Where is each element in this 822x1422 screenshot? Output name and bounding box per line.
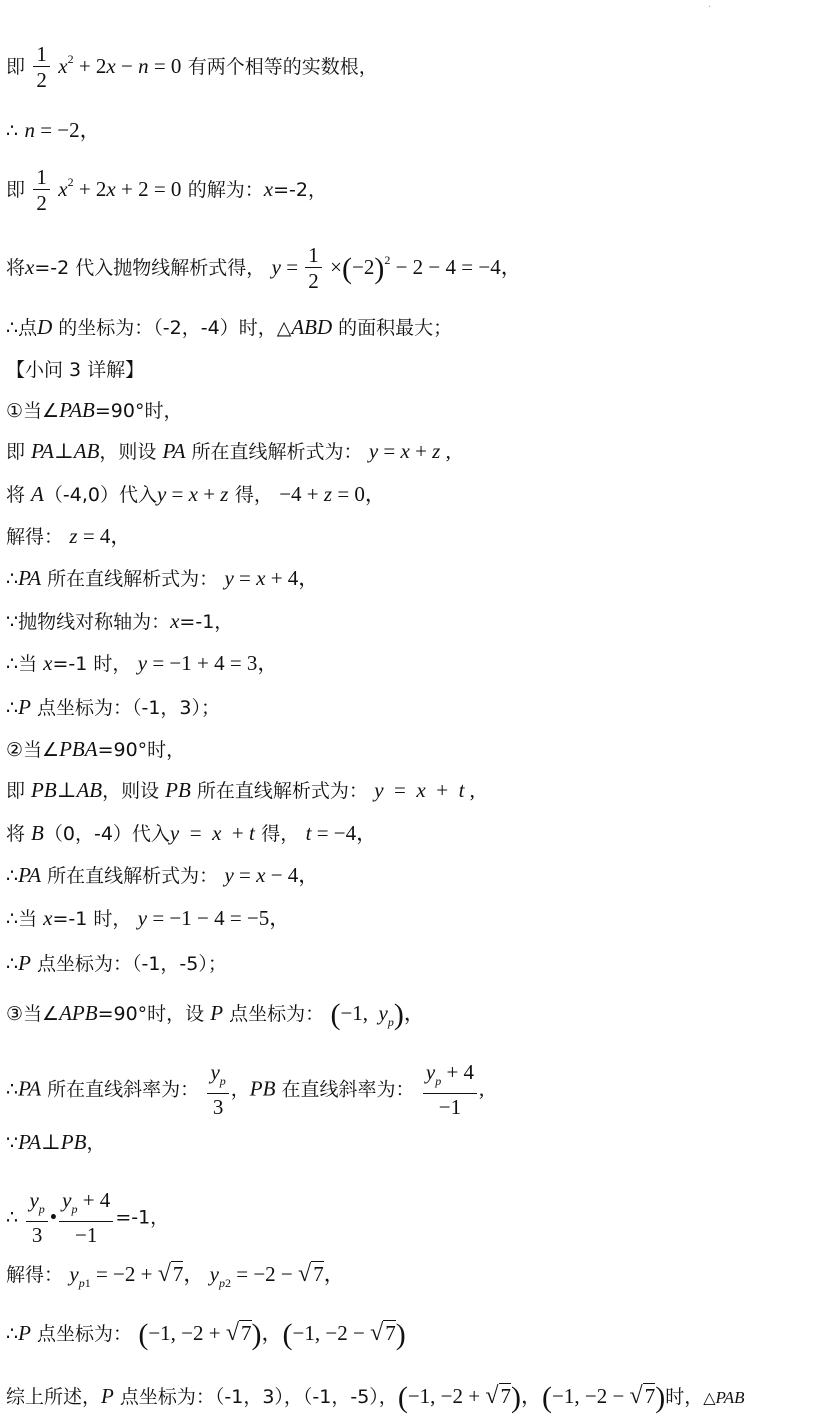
line-16: 即 PB⊥AB，则设 PB 所在直线解析式为： y = x + t ,	[6, 778, 475, 802]
line-19: ∴当 x=-1 时， y = −1 − 4 = −5，	[6, 906, 291, 930]
line-21: ③当∠APB=90°时，设 P 点坐标为： (−1, $y_p$)，	[6, 998, 425, 1031]
section-heading: 【小问 3 详解】	[6, 359, 145, 381]
line-24: ∴ $\frac{y_p}{3}$ • $\frac{y_p + 4}{-1}$ =-1，	[6, 1188, 170, 1247]
line-27: 综上所述，P 点坐标为：（-1，3），（-1，-5），(−1, −2 + √7)，(−1, −2 − √7)时，△PAB	[6, 1381, 745, 1414]
stray-mark: ·	[708, 2, 712, 13]
line-1: 即 $\frac{1}{2}$ $x^2 + 2x - n = 0$ 有两个相等的实数根，	[6, 42, 378, 92]
line-3: 即 $\frac{1}{2}$ $x^2 + 2x + 2 = 0$ 的解为：x=-2，	[6, 165, 327, 215]
line-18: ∴PA 所在直线解析式为： y = x − 4，	[6, 863, 320, 887]
line-4: 将x=-2 代入抛物线解析式得， y = $\frac{1}{2}$ $\times(-2)^2 - 2 - 4 = -4$，	[6, 243, 522, 293]
line-2: ∴ n = −2，	[6, 118, 101, 142]
line-7: ①当∠PAB=90°时，	[6, 398, 183, 422]
line-23: ∵PA⊥PB，	[6, 1130, 106, 1154]
line-10: 解得： z = 4，	[6, 524, 132, 548]
line-13: ∴当 x=-1 时， y = −1 + 4 = 3，	[6, 651, 279, 675]
line-12: ∵抛物线对称轴为：x=-1，	[6, 609, 234, 633]
line-11: ∴PA 所在直线解析式为： y = x + 4，	[6, 566, 320, 590]
line-26: ∴P 点坐标为： (−1, −2 + √7)，(−1, −2 − √7)	[6, 1318, 406, 1351]
line-17: 将 B（0，-4）代入y = x + t 得， t = −4，	[6, 821, 378, 845]
line-25: 解得： $y_{p1} = -2 + √7$， $y_{p2} = -2 - √7$，	[6, 1261, 345, 1290]
line-5: ∴点D 的坐标为：（-2，-4）时，△ABD 的面积最大；	[6, 315, 453, 339]
line-20: ∴P 点坐标为：（-1，-5）；	[6, 951, 227, 975]
line-14: ∴P 点坐标为：（-1，3）；	[6, 695, 220, 719]
line-15: ②当∠PBA=90°时，	[6, 737, 186, 761]
fraction: $\frac{1}{2}$	[33, 42, 50, 93]
line-9: 将 A（-4,0）代入y = x + z 得， −4 + z = 0，	[6, 482, 386, 506]
line-8: 即 PA⊥AB，则设 PA 所在直线解析式为： y = x + z ,	[6, 439, 451, 463]
line-22: ∴PA 所在直线斜率为： $\frac{y_p}{3}$ ，PB 在直线斜率为： $\frac{y_p + 4}{-1}$ ,	[6, 1060, 485, 1119]
